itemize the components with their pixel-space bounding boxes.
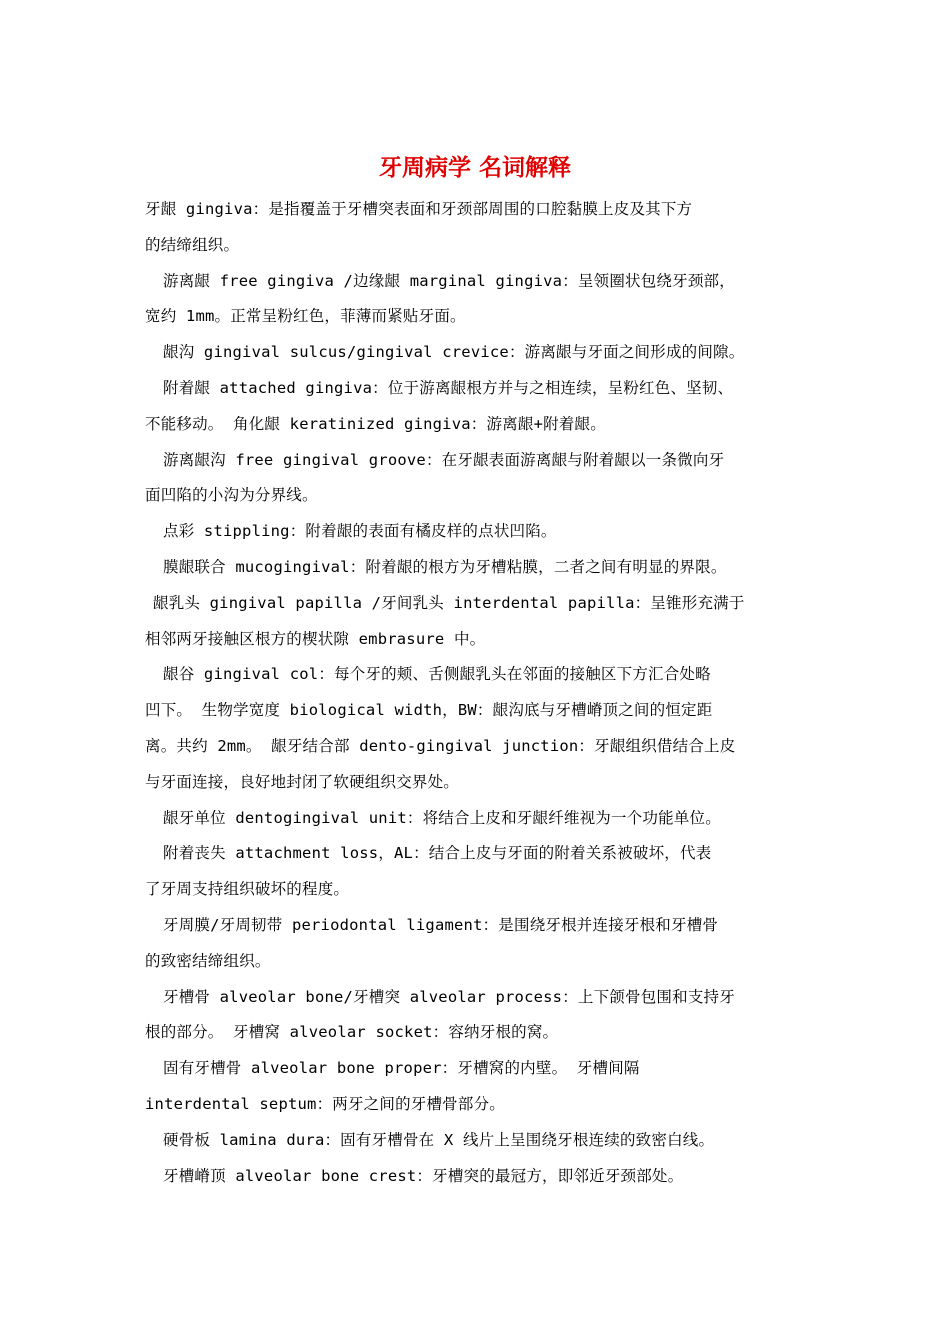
text-line: 面凹陷的小沟为分界线。 bbox=[145, 486, 318, 505]
text-line: interdental septum：两牙之间的牙槽骨部分。 bbox=[145, 1094, 505, 1113]
text-line: 固有牙槽骨 alveolar bone proper：牙槽窝的内壁。 牙槽间隔 bbox=[163, 1059, 640, 1078]
text-line: 的致密结缔组织。 bbox=[145, 951, 271, 970]
text-line: 牙槽骨 alveolar bone/牙槽突 alveolar process：上下颌骨包围和支持牙 bbox=[163, 987, 735, 1006]
document-title: 牙周病学 名词解释 bbox=[378, 154, 571, 181]
text-line: 龈谷 gingival col：每个牙的颊、舌侧龈乳头在邻面的接触区下方汇合处略 bbox=[163, 665, 711, 684]
text-line: 牙周膜/牙周韧带 periodontal ligament：是围绕牙根并连接牙根和牙槽骨 bbox=[163, 915, 719, 934]
text-line: 点彩 stippling：附着龈的表面有橘皮样的点状凹陷。 bbox=[163, 522, 557, 541]
text-line: 龈乳头 gingival papilla /牙间乳头 interdental papilla：呈锥形充满于 bbox=[153, 593, 745, 612]
text-line: 的结缔组织。 bbox=[145, 235, 240, 254]
text-line: 牙龈 gingiva：是指覆盖于牙槽突表面和牙颈部周围的口腔黏膜上皮及其下方 bbox=[145, 200, 693, 218]
text-line: 龈牙单位 dentogingival unit：将结合上皮和牙龈纤维视为一个功能单位。 bbox=[163, 808, 721, 827]
text-line: 凹下。 生物学宽度 biological width，BW：龈沟底与牙槽嵴顶之间的恒定距 bbox=[145, 701, 713, 720]
text-line: 硬骨板 lamina dura：固有牙槽骨在 X 线片上呈围绕牙根连续的致密白线。 bbox=[163, 1130, 715, 1149]
text-line: 附着丧失 attachment loss，AL：结合上皮与牙面的附着关系被破坏，代表 bbox=[163, 844, 712, 863]
text-line: 不能移动。 角化龈 keratinized gingiva：游离龈+附着龈。 bbox=[145, 414, 606, 433]
text-line: 相邻两牙接触区根方的楔状隙 embrasure 中。 bbox=[145, 629, 486, 648]
text-line: 膜龈联合 mucogingival：附着龈的根方为牙槽粘膜，二者之间有明显的界限。 bbox=[163, 557, 727, 576]
text-line: 牙槽嵴顶 alveolar bone crest：牙槽突的最冠方，即邻近牙颈部处。 bbox=[163, 1166, 684, 1185]
text-line: 附着龈 attached gingiva：位于游离龈根方并与之相连续，呈粉红色、坚韧、 bbox=[163, 378, 734, 397]
document-body bbox=[145, 192, 835, 1194]
text-line: 游离龈 free gingiva /边缘龈 marginal gingiva：呈领圈状包绕牙颈部， bbox=[163, 271, 735, 290]
text-line: 游离龈沟 free gingival groove：在牙龈表面游离龈与附着龈以一条微向牙 bbox=[163, 450, 725, 469]
text-line: 宽约 1mm。正常呈粉红色，菲薄而紧贴牙面。 bbox=[145, 307, 466, 326]
text-line: 离。共约 2mm。 龈牙结合部 dento-gingival junction：牙龈组织借结合上皮 bbox=[145, 736, 736, 755]
text-line: 根的部分。 牙槽窝 alveolar socket：容纳牙根的窝。 bbox=[145, 1023, 559, 1042]
text-line: 龈沟 gingival sulcus/gingival crevice：游离龈与牙面之间形成的间隙。 bbox=[163, 343, 745, 362]
text-line: 与牙面连接，良好地封闭了软硬组织交界处。 bbox=[145, 772, 460, 791]
text-line: 了牙周支持组织破坏的程度。 bbox=[145, 880, 350, 899]
